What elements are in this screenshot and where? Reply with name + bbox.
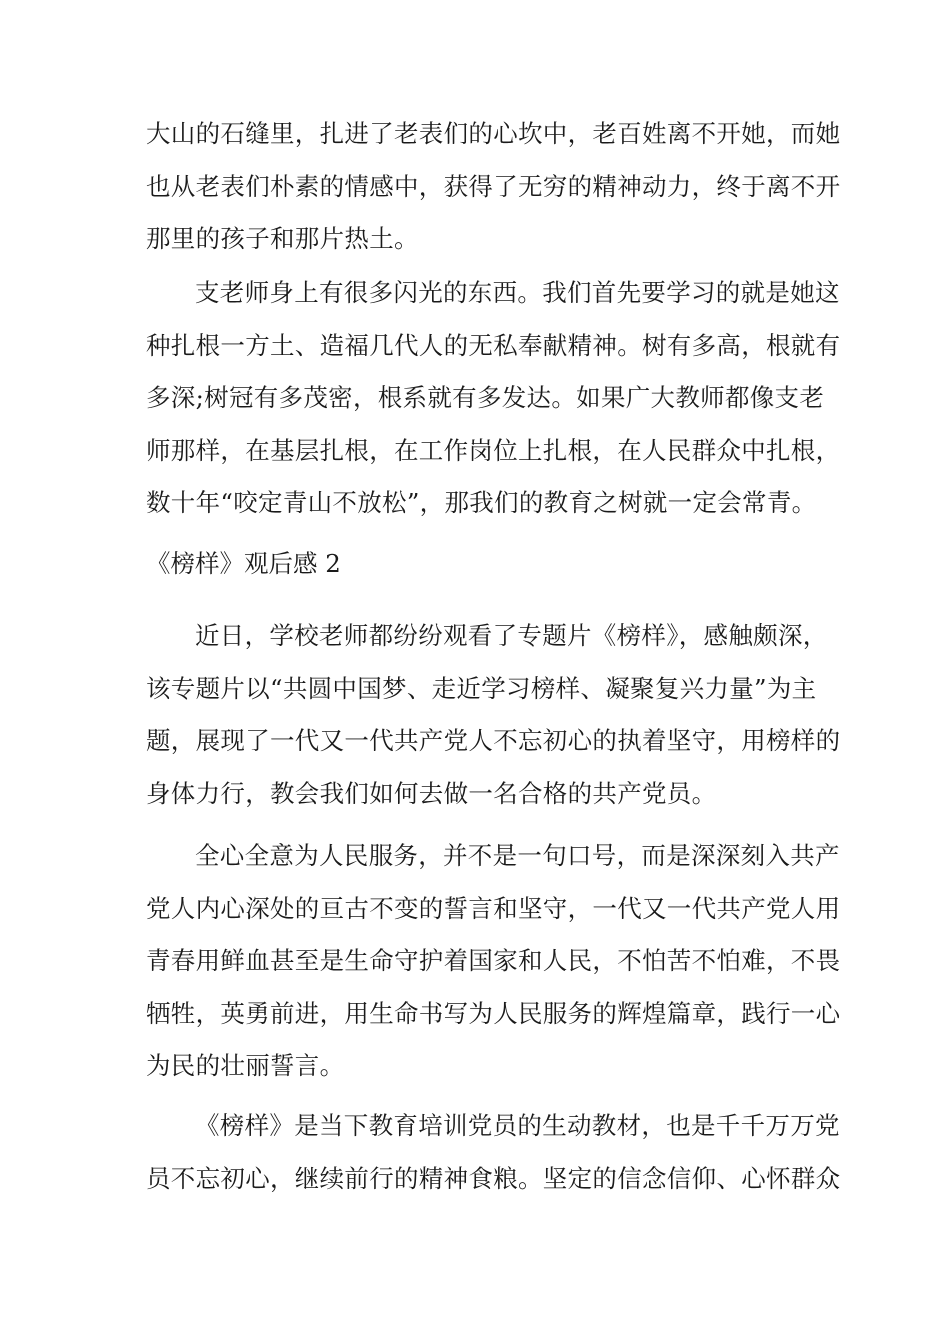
paragraph-line: 种扎根一方土、造福几代人的无私奉献精神。树有多高，根就有 bbox=[146, 330, 841, 360]
paragraph-line: 身体力行，教会我们如何去做一名合格的共产党员。 bbox=[146, 778, 717, 808]
paragraph-line: 为民的壮丽誓言。 bbox=[146, 1051, 345, 1080]
paragraph-line: 题，展现了一代又一代共产党人不忘初心的执着坚守，用榜样的 bbox=[146, 726, 841, 755]
paragraph-line: 支老师身上有很多闪光的东西。我们首先要学习的就是她这 bbox=[195, 278, 840, 307]
paragraph-line: 《榜样》是当下教育培训党员的生动教材，也是千千万万党 bbox=[195, 1111, 840, 1140]
paragraph-line: 师那样，在基层扎根，在工作岗位上扎根，在人民群众中扎根， bbox=[146, 435, 841, 465]
paragraph-line: 大山的石缝里，扎进了老表们的心坎中，老百姓离不开她，而她 bbox=[146, 119, 841, 148]
paragraph-line: 全心全意为人民服务，并不是一句口号，而是深深刻入共产 bbox=[195, 841, 840, 870]
paragraph-5 bbox=[146, 1100, 841, 1205]
paragraph-line: 该专题片以“共圆中国梦、走近学习榜样、凝聚复兴力量”为主 bbox=[146, 673, 817, 703]
paragraph-line: 员不忘初心，继续前行的精神食粮。坚定的信念信仰、心怀群众 bbox=[146, 1163, 841, 1193]
paragraph-line: 数十年“咬定青山不放松”，那我们的教育之树就一定会常青。 bbox=[146, 488, 817, 517]
paragraph-1 bbox=[146, 108, 841, 266]
paragraph-line: 多深;树冠有多茂密，根系就有多发达。如果广大教师都像支老 bbox=[146, 383, 825, 412]
paragraph-2 bbox=[146, 267, 841, 530]
paragraph-line: 近日，学校老师都纷纷观看了专题片《榜样》，感触颇深， bbox=[195, 621, 828, 650]
paragraph-3 bbox=[146, 610, 841, 820]
section-heading: 《榜样》观后感 2 bbox=[146, 549, 341, 578]
paragraph-line: 也从老表们朴素的情感中，获得了无穷的精神动力，终于离不开 bbox=[146, 171, 841, 201]
paragraph-line: 青春用鲜血甚至是生命守护着国家和人民，不怕苦不怕难，不畏 bbox=[146, 946, 841, 975]
paragraph-4 bbox=[146, 830, 841, 1093]
paragraph-line: 牺牲，英勇前进，用生命书写为人民服务的辉煌篇章，践行一心 bbox=[146, 998, 841, 1028]
paragraph-line: 那里的孩子和那片热土。 bbox=[146, 224, 419, 253]
paragraph-line: 党人内心深处的亘古不变的誓言和坚守，一代又一代共产党人用 bbox=[146, 893, 841, 923]
